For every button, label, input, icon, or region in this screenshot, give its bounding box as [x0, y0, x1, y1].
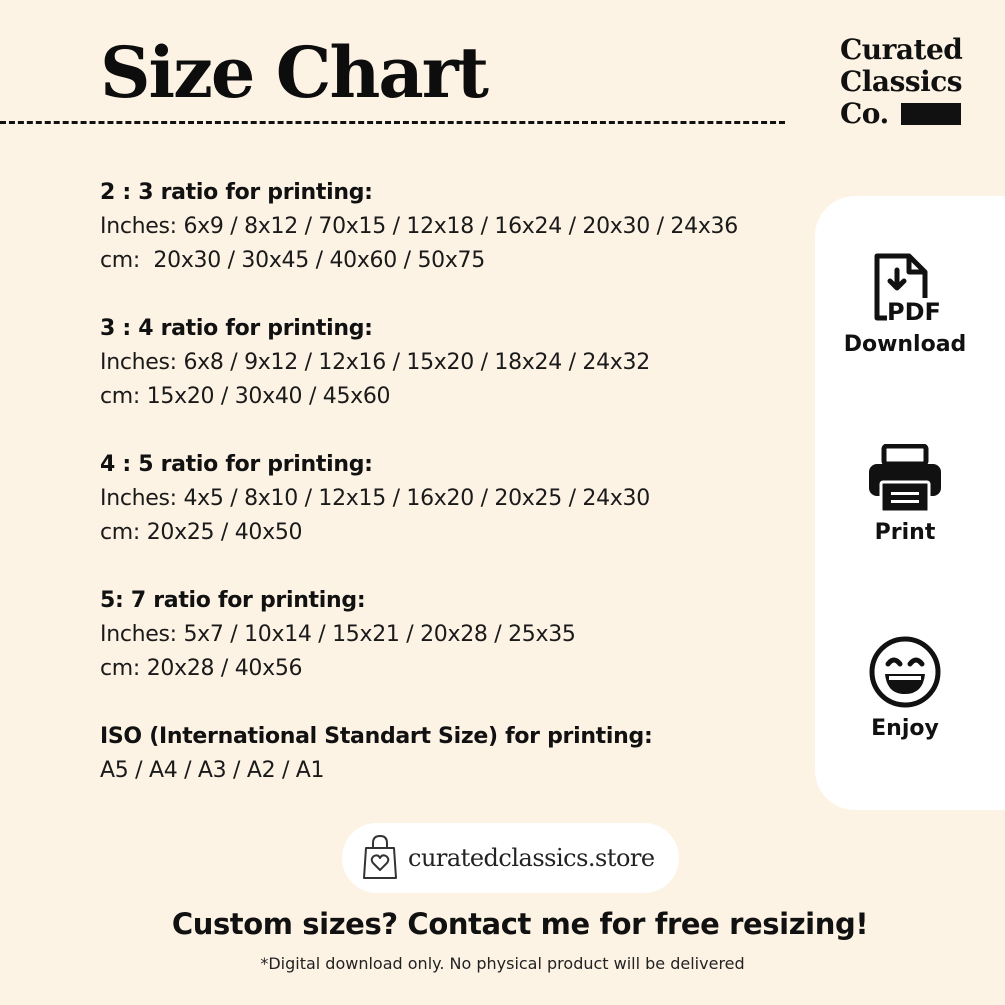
step-label: Enjoy [871, 716, 939, 741]
brand-logo [840, 34, 965, 130]
step-label: Print [874, 520, 936, 545]
digital-download-note: *Digital download only. No physical product will be delivered [260, 954, 745, 973]
iso-section [100, 720, 800, 788]
section-heading: 2 : 3 ratio for printing: [100, 180, 373, 205]
custom-sizes-callout: Custom sizes? Contact me for free resizing! [171, 907, 869, 941]
dashed-divider [0, 121, 785, 124]
ratio-section-3-4 [100, 312, 800, 414]
step-label: Download [843, 332, 967, 357]
cm-sizes: cm: 20x25 / 40x50 [100, 520, 303, 545]
iso-sizes: A5 / A4 / A3 / A2 / A1 [100, 758, 325, 783]
step-enjoy [815, 634, 995, 741]
steps-panel [815, 196, 1005, 810]
cm-sizes: cm: 20x30 / 30x45 / 40x60 / 50x75 [100, 248, 485, 273]
inches-sizes: Inches: 5x7 / 10x14 / 15x21 / 20x28 / 25x35 [100, 622, 576, 647]
shopping-bag-icon [360, 834, 400, 882]
brand-line-3: Co. [840, 97, 889, 130]
ratio-section-2-3 [100, 176, 800, 278]
pdf-label: PDF [887, 298, 941, 326]
brand-line-1: Curated [840, 33, 963, 66]
inches-sizes: Inches: 6x8 / 9x12 / 12x16 / 15x20 / 18x24 / 24x32 [100, 350, 650, 375]
step-print [815, 444, 995, 545]
brand-bar [901, 103, 961, 125]
section-heading: 4 : 5 ratio for printing: [100, 452, 373, 477]
section-heading: 3 : 4 ratio for printing: [100, 316, 373, 341]
cm-sizes: cm: 15x20 / 30x40 / 45x60 [100, 384, 391, 409]
cm-sizes: cm: 20x28 / 40x56 [100, 656, 303, 681]
ratio-section-4-5 [100, 448, 800, 550]
inches-sizes: Inches: 6x9 / 8x12 / 70x15 / 12x18 / 16x24 / 20x30 / 24x36 [100, 214, 738, 239]
size-sections [100, 176, 800, 822]
store-link[interactable] [342, 823, 679, 893]
page-title: Size Chart [100, 31, 487, 114]
store-url[interactable]: curatedclassics.store [408, 844, 655, 872]
printer-icon [867, 444, 943, 514]
ratio-section-5-7 [100, 584, 800, 686]
pdf-download-icon [867, 250, 943, 326]
section-heading: 5: 7 ratio for printing: [100, 588, 366, 613]
section-heading: ISO (International Standart Size) for printing: [100, 724, 653, 749]
brand-line-2: Classics [840, 65, 963, 98]
step-download [815, 250, 995, 357]
brand-line-3-row [840, 98, 965, 130]
smiley-icon [867, 634, 943, 710]
inches-sizes: Inches: 4x5 / 8x10 / 12x15 / 16x20 / 20x25 / 24x30 [100, 486, 650, 511]
